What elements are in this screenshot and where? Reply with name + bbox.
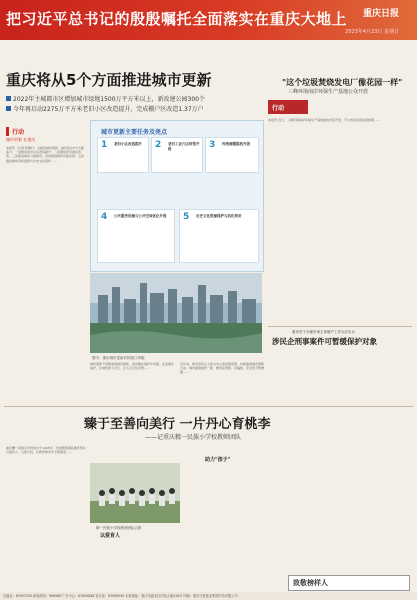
banner-title: 把习近平总书记的殷殷嘱托全面落实在重庆大地上 bbox=[6, 10, 348, 28]
feature-subtitle: ——记重庆精一民族小学校教师团队 bbox=[145, 434, 242, 441]
lead-headline: 重庆将从5个方面推进城市更新 bbox=[6, 71, 212, 89]
task-number: 2 bbox=[155, 140, 162, 150]
law-headline: 涉民企刑事案件可暂缓保护对象 bbox=[272, 337, 377, 346]
task-number: 1 bbox=[101, 140, 108, 150]
feature-body-right bbox=[270, 446, 410, 571]
task-label: 传统商圈提档升级 bbox=[222, 142, 250, 146]
lead-body-left-text: 本报讯（记者 陈维灯）为推进城市更新，重庆将从5个方面着力：一是推进老旧小区改造提升；二是推进老旧街区改造；三是推进城市公园建设；四是推进城市功能完善；五是推进城市有机更新与历史文化保护…… bbox=[6, 146, 85, 163]
law-kicker: 重庆首个办理市场主体破产工作办法出台 bbox=[292, 330, 355, 334]
bullet-square-icon bbox=[6, 96, 11, 101]
feature-headline: 臻于至善向美行 一片丹心育桃李 bbox=[84, 417, 271, 432]
task-card bbox=[205, 137, 259, 173]
group-photo-caption: 精一民族小学校教师团队合影 bbox=[96, 526, 142, 530]
law-body bbox=[268, 348, 412, 403]
lead-body-left bbox=[6, 146, 86, 401]
infographic-title: 城市更新主要任务及亮点 bbox=[101, 129, 168, 136]
city-photo bbox=[90, 273, 262, 353]
right-article-tag bbox=[268, 100, 308, 114]
lead-body-right-text: 近年来，我市坚持以人民为中心的发展思想，持续推进城市更新行动，城市面貌焕然一新，群众获得感、幸福感、安全感不断增强…… bbox=[180, 362, 265, 375]
lead-subline-1-text: 2022年主城都市区增加城市绿地1500万平方米以上，新改建公园300个 bbox=[13, 96, 205, 103]
quote-heading: 以爱育人 bbox=[100, 533, 121, 539]
city-skyline-image bbox=[90, 273, 262, 353]
infographic bbox=[90, 120, 264, 272]
task-label: 老旧工业片区转型升级 bbox=[168, 142, 200, 151]
section-tag-sub: 城市更新 在重庆 bbox=[6, 137, 36, 142]
lead-body-mid bbox=[90, 362, 175, 402]
task-label: 公共服务设施与公共空间优化升级 bbox=[114, 214, 167, 218]
task-card bbox=[97, 209, 175, 263]
task-label: 老旧小区改造提升 bbox=[114, 142, 142, 146]
lead-subline-2 bbox=[6, 104, 204, 113]
masthead: 重庆日报 bbox=[362, 9, 399, 19]
right-article-body-text: 本报讯 近日，三峰环境南岸环保生产基地面向市民开放，不少市民来到这里参观…… bbox=[268, 118, 380, 122]
task-card bbox=[179, 209, 259, 263]
task-label: 历史文化资源保护与活化利用 bbox=[196, 214, 242, 218]
group-photo bbox=[90, 463, 180, 523]
task-number: 4 bbox=[101, 212, 108, 222]
task-card bbox=[97, 137, 149, 173]
honor-logo-text: 致敬榜样人 bbox=[293, 578, 328, 587]
divider bbox=[268, 326, 412, 327]
section-divider bbox=[4, 406, 413, 407]
lead-subline-2-text: 今年再启动2275万平方米老旧小区改造提升，完成棚户区改造1.37万户 bbox=[13, 106, 204, 113]
right-article-body bbox=[268, 118, 412, 323]
task-number: 3 bbox=[209, 140, 216, 150]
right-article-subtitle: 三峰环境南岸环保生产基地公众开放 bbox=[288, 89, 369, 95]
footer-bar: 总编室：63907200 新闻热线：966966 广告中心：63904888 发行部：63906090 本报地址：重庆市渝北区同茂大道416号 印刷：重庆日报报业集团印务有限公司 bbox=[0, 592, 417, 600]
feature-body-center bbox=[184, 464, 264, 584]
lead-subline-1 bbox=[6, 94, 205, 103]
top-banner bbox=[0, 0, 417, 40]
lead-body-right bbox=[180, 362, 265, 402]
task-number: 5 bbox=[183, 212, 190, 222]
section-tag bbox=[6, 127, 24, 136]
feature-body-left bbox=[6, 446, 86, 586]
honor-logo bbox=[288, 575, 410, 591]
issue-date: 2023年4月23日 星期日 bbox=[345, 29, 399, 35]
lead-body-mid-text: 城市更新不是简单的拆旧建新，而是要在保护中发展，在发展中保护，让城市留下记忆，让人们记住乡愁…… bbox=[90, 362, 175, 371]
photo-caption: 图为：重庆城市更新后的滨江风貌 bbox=[92, 356, 145, 360]
feature-body-mid bbox=[90, 541, 175, 586]
group-photo-image bbox=[90, 463, 180, 523]
task-card bbox=[151, 137, 203, 173]
section-tag-label: 行动 bbox=[12, 129, 25, 136]
right-article-title: "这个垃圾焚烧发电厂像花园一样" bbox=[282, 78, 403, 87]
quote-heading: 助力"孩子" bbox=[205, 457, 231, 463]
right-article-tag-label: 行动 bbox=[272, 105, 285, 112]
feature-body-text: 重庆精一民族小学校创办于1905年，学校教师团队始终坚持以爱育人、以德立校，在教育教学中不断探索…… bbox=[6, 446, 86, 455]
bullet-square-icon bbox=[6, 106, 11, 111]
